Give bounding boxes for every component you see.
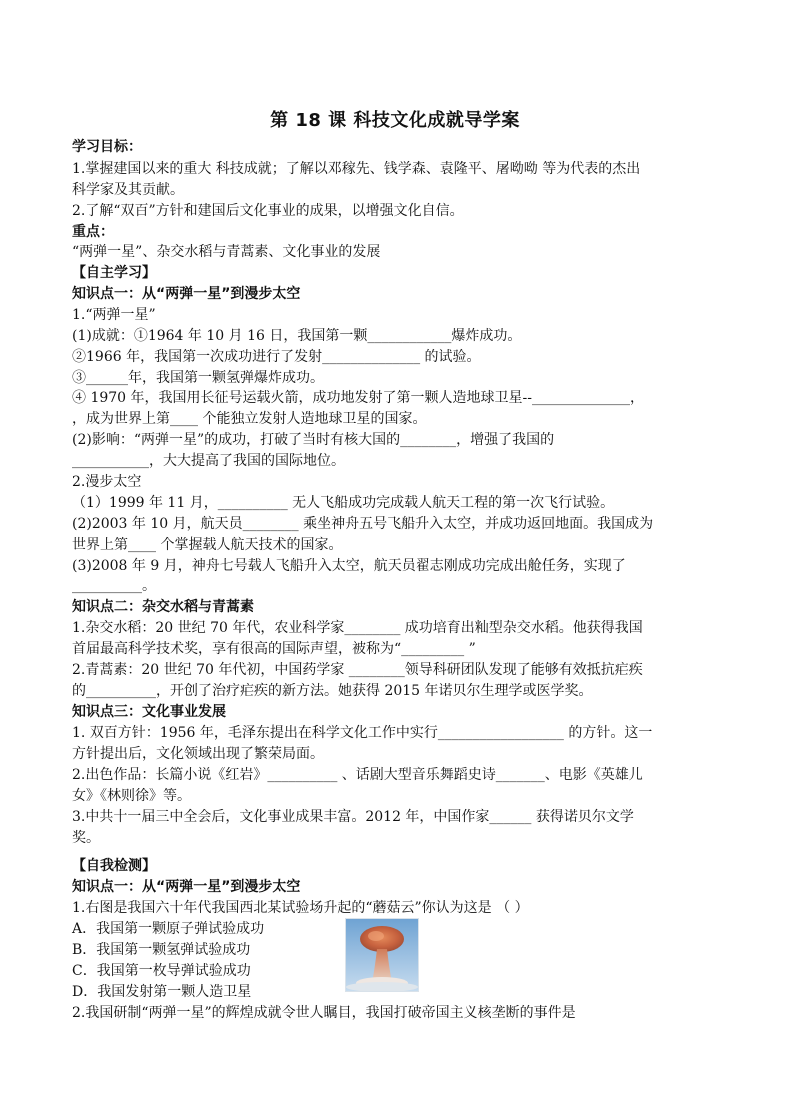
question-stem: 1.右图是我国六十年代我国西北某试验场升起的“蘑菇云”你认为这是 （ ）: [72, 900, 529, 916]
fill-blank-line: ___________，大大提高了我国的国际地位。: [72, 453, 345, 469]
knowledge-point-heading: 知识点二：杂交水稻与青蒿素: [72, 599, 254, 615]
fill-blank-line: ，成为世界上第____ 个能独立发射人造地球卫星的国家。: [72, 411, 427, 427]
option-b: B．我国第一颗氢弹试验成功: [72, 942, 251, 958]
option-d: D．我国发射第一颗人造卫星: [72, 984, 252, 1000]
knowledge-point-heading: 知识点一：从“两弹一星”到漫步太空: [72, 286, 301, 302]
option-a: A．我国第一颗原子弹试验成功: [72, 921, 265, 937]
heading-objectives: 学习目标：: [72, 139, 142, 155]
fill-blank-line: (2)2003 年 10 月，航天员________ 乘坐神舟五号飞船升入太空，并成功返回地面。我国成为: [72, 516, 654, 532]
option-c: C．我国第一枚导弹试验成功: [72, 963, 251, 979]
knowledge-point-heading: 知识点三：文化事业发展: [72, 704, 226, 720]
fill-blank-line: (1)成就：①1964 年 10 月 16 日，我国第一颗____________爆炸成功。: [72, 328, 522, 344]
fill-blank-line: （1）1999 年 11 月，__________ 无人飞船成功完成载人航天工程的第一次飞行试验。: [72, 495, 615, 511]
text-line: 方针提出后，文化领域出现了繁荣局面。: [72, 746, 324, 762]
fill-blank-line: 的__________，开创了治疗疟疾的新方法。她获得 2015 年诺贝尔生理学或医学奖。: [72, 683, 593, 699]
fill-blank-line: (2)影响：“两弹一星”的成功，打破了当时有核大国的________，增强了我国的: [72, 432, 555, 448]
text-line: (3)2008 年 9 月，神舟七号载人飞船升入太空，航天员翟志刚成功完成出舱任务，实现了: [72, 558, 626, 574]
section-heading-self-test: 【自我检测】: [72, 858, 156, 874]
text-line: 1.“两弹一星”: [72, 307, 156, 323]
fill-blank-line: ③______年，我国第一颗氢弹爆炸成功。: [72, 370, 324, 386]
fill-blank-line: 2.出色作品：长篇小说《红岩》__________ 、话剧大型音乐舞蹈史诗_______、电影《英雄儿: [72, 767, 643, 783]
fill-blank-line: 首届最高科学技术奖，享有很高的国际声望，被称为“_________ ”: [72, 641, 476, 657]
knowledge-point-heading: 知识点一：从“两弹一星”到漫步太空: [72, 879, 301, 895]
fill-blank-line: 1.杂交水稻：20 世纪 70 年代，农业科学家________ 成功培育出籼型杂交水稻。他获得我国: [72, 620, 643, 636]
text-line: 2.了解“双百”方针和建国后文化事业的成果，以增强文化自信。: [72, 203, 464, 219]
text-line: 科学家及其贡献。: [72, 182, 184, 198]
fill-blank-line: __________。: [72, 578, 156, 594]
question-stem: 2.我国研制“两弹一星”的辉煌成就令世人瞩目，我国打破帝国主义核垄断的事件是: [72, 1005, 576, 1021]
fill-blank-line: ②1966 年，我国第一次成功进行了发射______________ 的试验。: [72, 349, 481, 365]
fill-blank-line: 世界上第____ 个掌握载人航天技术的国家。: [72, 537, 343, 553]
fill-blank-line: 1. 双百方针：1956 年，毛泽东提出在科学文化工作中实行__________________ 的方针。这一: [72, 725, 653, 741]
heading-key-points: 重点：: [72, 224, 114, 240]
mushroom-cloud-photo-icon: [345, 918, 419, 992]
section-heading-self-study: 【自主学习】: [72, 265, 156, 281]
text-line: “两弹一星”、杂交水稻与青蒿素、文化事业的发展: [72, 244, 381, 260]
page-title: 第 18 课 科技文化成就导学案: [270, 110, 520, 131]
text-line: 奖。: [72, 830, 100, 846]
fill-blank-line: ④ 1970 年，我国用长征号运载火箭，成功地发射了第一颗人造地球卫星--______________，: [72, 390, 644, 406]
fill-blank-line: 2.青蒿素：20 世纪 70 年代初，中国药学家 ________领导科研团队发现了能够有效抵抗疟疾: [72, 662, 643, 678]
text-line: 1.掌握建国以来的重大 科技成就；了解以邓稼先、钱学森、袁隆平、屠呦呦 等为代表的杰出: [72, 161, 641, 177]
text-line: 2.漫步太空: [72, 474, 142, 490]
text-line: 女》《林则徐》等。: [72, 788, 191, 804]
fill-blank-line: 3.中共十一届三中全会后，文化事业成果丰富。2012 年，中国作家______ 获得诺贝尔文学: [72, 809, 634, 825]
